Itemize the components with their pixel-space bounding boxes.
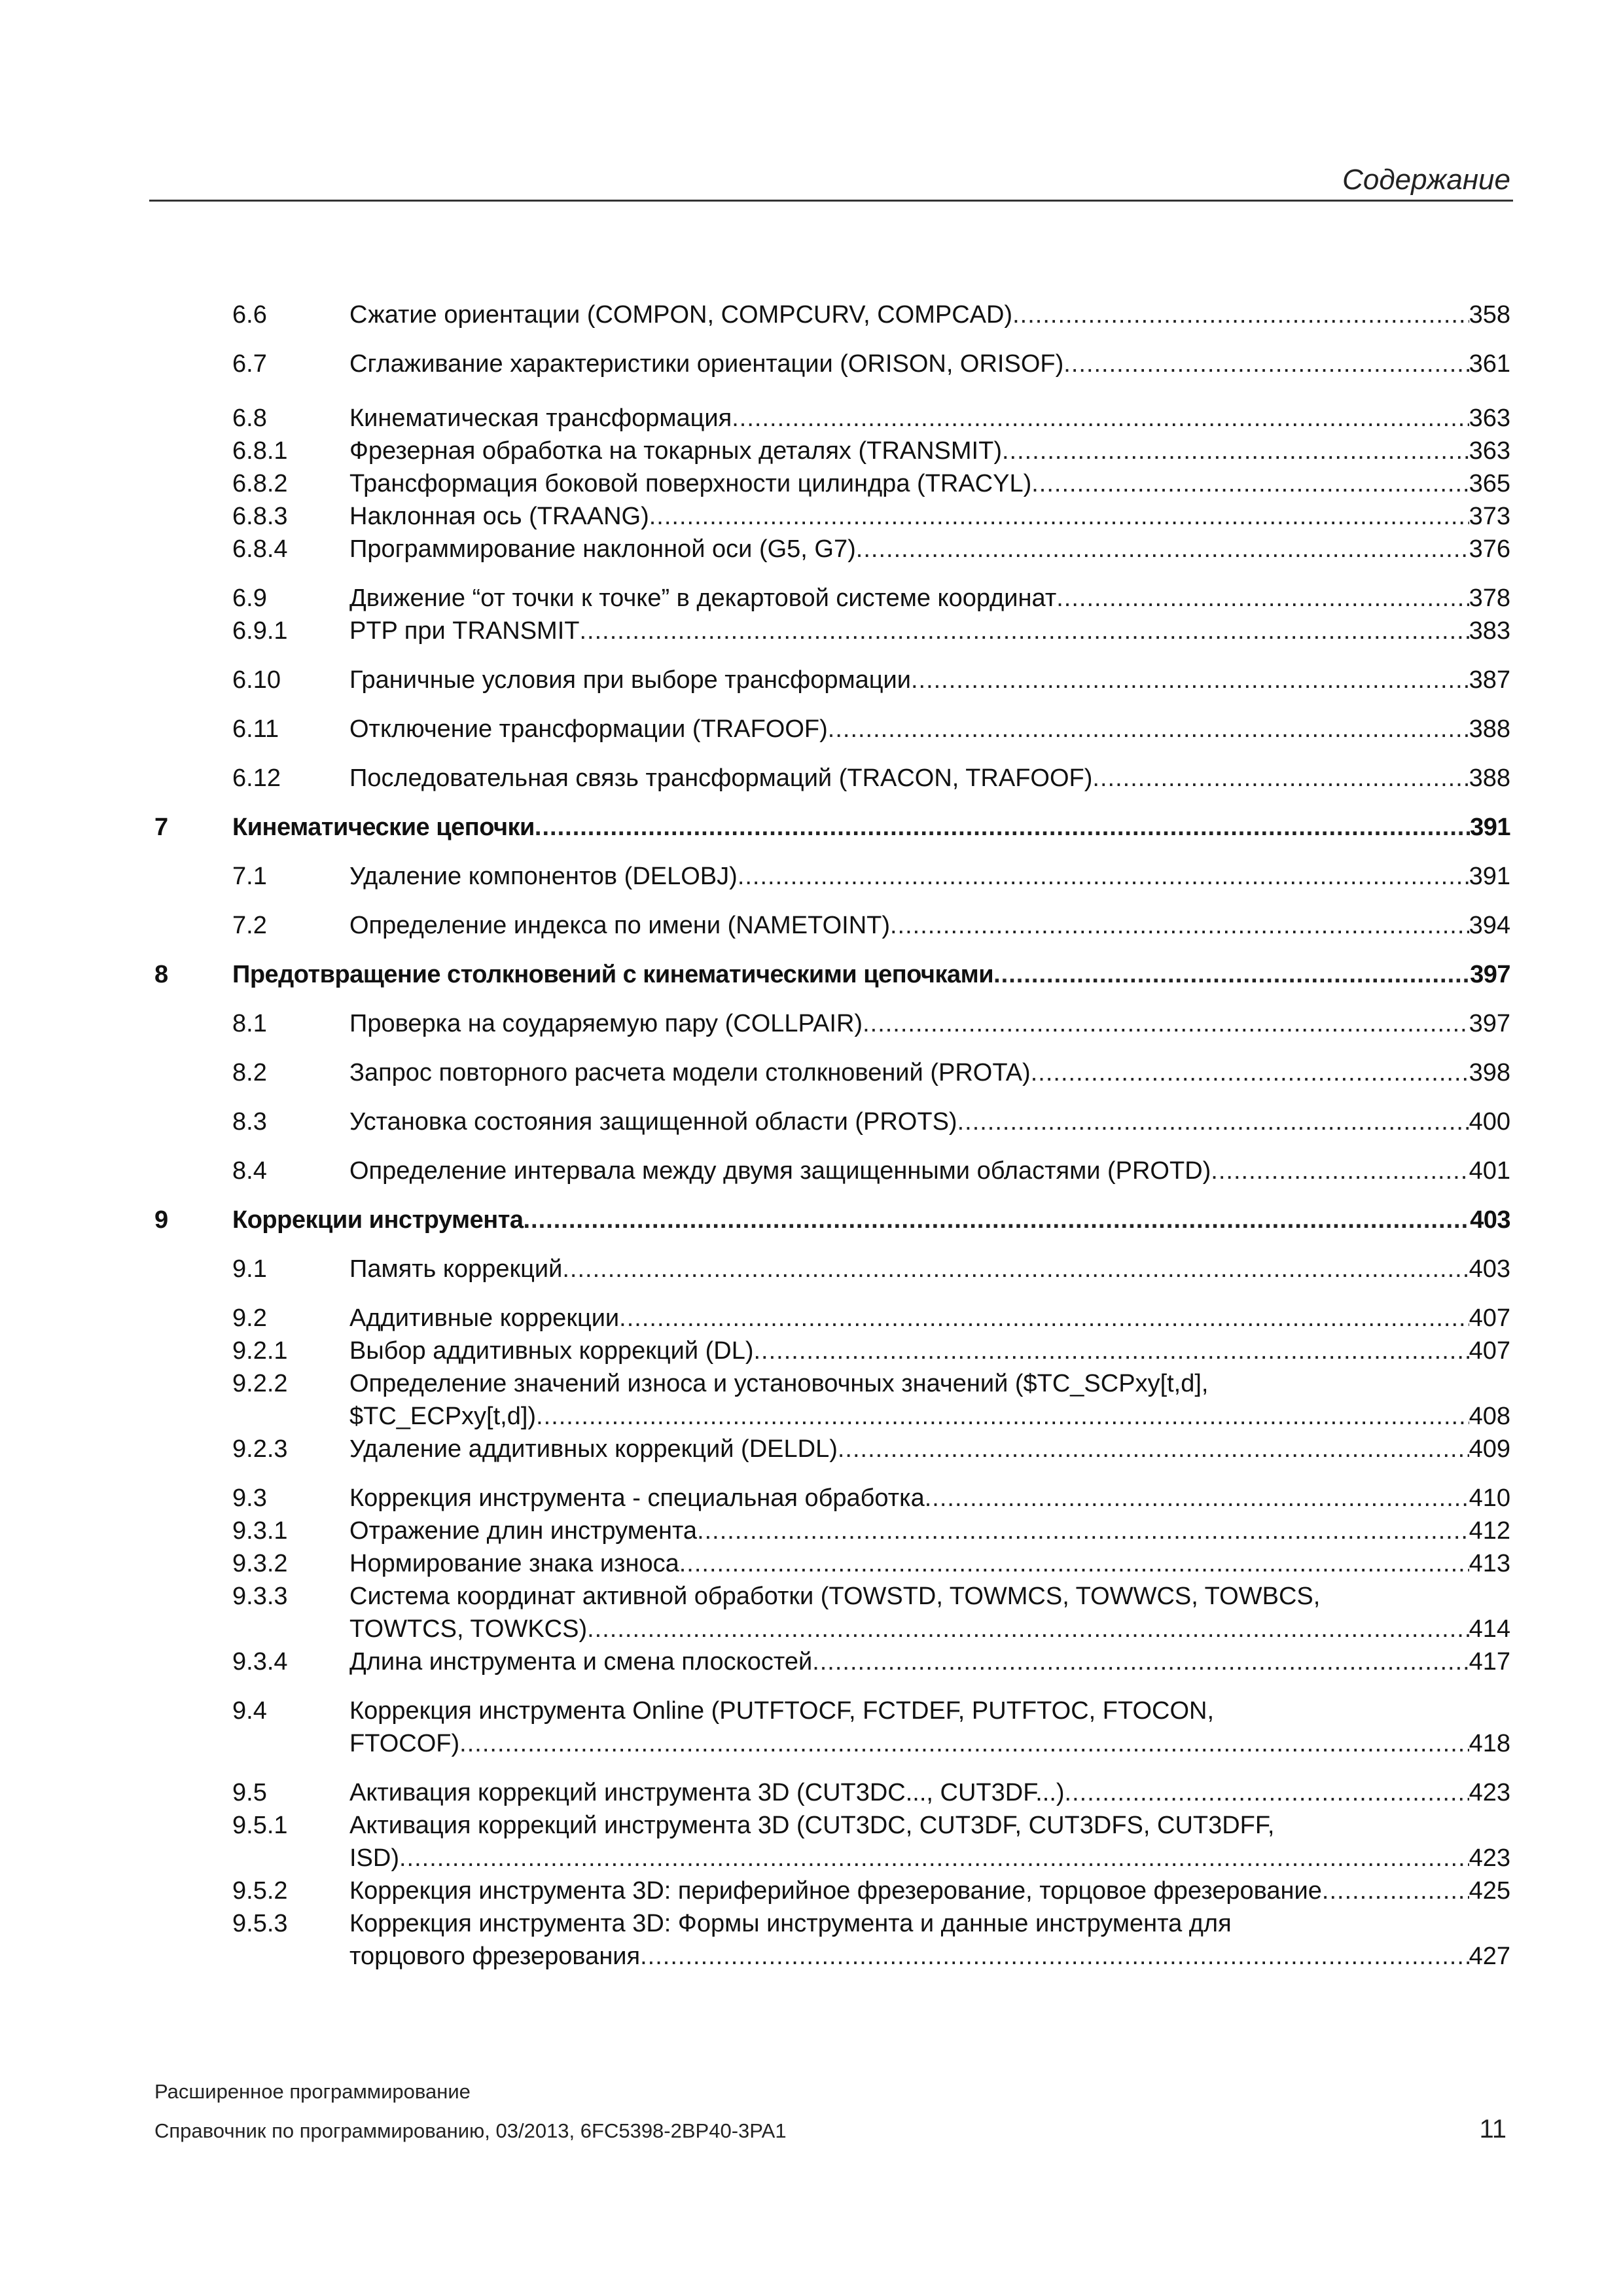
toc-entry-title: Длина инструмента и смена плоскостей (349, 1648, 813, 1676)
toc-entry-title: Коррекция инструмента - специальная обработка (349, 1484, 925, 1512)
toc-entry-line (0, 1335, 1623, 1367)
toc-entry-line (0, 664, 1623, 696)
toc-entry-page: 407 (1469, 1337, 1510, 1365)
toc-entry-line (0, 1204, 1623, 1236)
toc-entry-page: 412 (1469, 1517, 1510, 1545)
toc-entry-number: 6.9.1 (232, 617, 288, 645)
toc-entry-page: 409 (1469, 1435, 1510, 1463)
footer-document-title: Расширенное программирование (154, 2080, 471, 2103)
toc-entry-title: ISD) (349, 1844, 399, 1872)
toc-entry-line (0, 1547, 1623, 1580)
toc-entry-title: Программирование наклонной оси (G5, G7) (349, 535, 856, 563)
toc-entry-title: Кинематическая трансформация (349, 404, 732, 432)
toc-entry-title: Определение значений износа и установочных значений ($TC_SCPxy[t,d], (349, 1370, 1209, 1397)
dot-leader (619, 1302, 1469, 1335)
toc-entry-page: 378 (1469, 584, 1510, 612)
toc-entry-line (0, 1253, 1623, 1285)
toc-entry-page: 394 (1469, 912, 1510, 939)
toc-entry-title: Определение интервала между двумя защищенными областями (PROTD) (349, 1157, 1211, 1185)
dot-leader (1031, 467, 1469, 500)
dot-leader (649, 500, 1469, 533)
toc-entry-line (0, 1776, 1623, 1809)
toc-entry-number: 6.8.4 (232, 535, 288, 563)
toc-entry-number: 6.7 (232, 350, 267, 378)
toc-entry-title: Коррекции инструмента (232, 1206, 524, 1234)
toc-entry-number: 8 (154, 961, 168, 988)
toc-entry-number: 9.1 (232, 1255, 267, 1283)
toc-entry-page: 358 (1469, 301, 1510, 329)
toc-entry-line (0, 1580, 1623, 1613)
toc-entry-line (0, 1874, 1623, 1907)
toc-entry-number: 6.8.2 (232, 470, 288, 497)
toc-entry-line (0, 762, 1623, 795)
toc-entry-number: 8.4 (232, 1157, 267, 1185)
dot-leader (587, 1613, 1469, 1645)
toc-entry-number: 9.3.2 (232, 1550, 288, 1577)
toc-entry-line (0, 860, 1623, 893)
toc-entry-line (0, 1105, 1623, 1138)
toc-entry-line (0, 500, 1623, 533)
toc-entry-page: 397 (1470, 961, 1510, 988)
toc-entry-number: 6.10 (232, 666, 281, 694)
toc-entry-line (0, 1482, 1623, 1515)
toc-entry-number: 8.3 (232, 1108, 267, 1136)
toc-entry-title: Удаление аддитивных коррекций (DELDL) (349, 1435, 838, 1463)
toc-entry-line (0, 1809, 1623, 1842)
toc-entry-title: Запрос повторного расчета модели столкновений (PROTA) (349, 1059, 1031, 1086)
dot-leader (856, 533, 1469, 565)
toc-entry-number: 9.2.3 (232, 1435, 288, 1463)
toc-entry-title: FTOCOF) (349, 1730, 460, 1757)
toc-entry-line (0, 1400, 1623, 1433)
toc-entry-number: 9.5.3 (232, 1910, 288, 1937)
toc-entry-title: TOWTCS, TOWKCS) (349, 1615, 588, 1643)
toc-entry-page: 423 (1469, 1844, 1510, 1872)
dot-leader (1031, 1056, 1469, 1089)
toc-entry-page: 363 (1469, 404, 1510, 432)
dot-leader (640, 1940, 1469, 1973)
toc-entry-number: 8.1 (232, 1010, 267, 1037)
toc-entry-line (0, 713, 1623, 745)
toc-entry-title: Отключение трансформации (TRAFOOF) (349, 715, 828, 743)
toc-entry-title: Сглаживание характеристики ориентации (ORISON, ORISOF) (349, 350, 1064, 378)
dot-leader (1002, 435, 1469, 467)
toc-entry-number: 6.8.3 (232, 503, 288, 530)
toc-entry-line (0, 1940, 1623, 1973)
toc-entry-number: 9 (154, 1206, 168, 1234)
toc-entry-line (0, 298, 1623, 331)
dot-leader (562, 1253, 1469, 1285)
toc-entry-title: Последовательная связь трансформаций (TRACON, TRAFOOF) (349, 764, 1093, 792)
toc-entry-title: Активация коррекций инструмента 3D (CUT3DC, CUT3DF, CUT3DFS, CUT3DFF, (349, 1812, 1275, 1839)
toc-entry-title: Коррекция инструмента Online (PUTFTOCF, FCTDEF, PUTFTOC, FTOCON, (349, 1697, 1215, 1725)
toc-entry-line (0, 1842, 1623, 1874)
dot-leader (679, 1547, 1469, 1580)
toc-entry-page: 391 (1469, 863, 1510, 890)
dot-leader (1322, 1874, 1469, 1907)
dot-leader (399, 1842, 1469, 1874)
toc-entry-page: 418 (1469, 1730, 1510, 1757)
toc-entry-page: 414 (1469, 1615, 1510, 1643)
dot-leader (828, 713, 1469, 745)
toc-entry-page: 408 (1469, 1403, 1510, 1430)
toc-entry-page: 401 (1469, 1157, 1510, 1185)
toc-entry-page: 403 (1470, 1206, 1510, 1234)
toc-entry-title: $TC_ECPxy[t,d]) (349, 1403, 537, 1430)
toc-entry-page: 376 (1469, 535, 1510, 563)
toc-entry-page: 407 (1469, 1304, 1510, 1332)
dot-leader (993, 958, 1470, 991)
toc-entry-title: Отражение длин инструмента (349, 1517, 698, 1545)
toc-entry-line (0, 1645, 1623, 1678)
dot-leader (1065, 1776, 1469, 1809)
section-title: Содержание (1342, 164, 1510, 196)
toc-entry-page: 388 (1469, 764, 1510, 792)
toc-entry-page: 387 (1469, 666, 1510, 694)
dot-leader (697, 1515, 1469, 1547)
toc-entry-title: Память коррекций (349, 1255, 563, 1283)
toc-entry-page: 397 (1469, 1010, 1510, 1037)
toc-entry-line (0, 1056, 1623, 1089)
toc-entry-page: 363 (1469, 437, 1510, 465)
toc-entry-line (0, 402, 1623, 435)
toc-entry-line (0, 1367, 1623, 1400)
toc-entry-title: Граничные условия при выборе трансформации (349, 666, 911, 694)
dot-leader (738, 860, 1469, 893)
toc-entry-page: 391 (1470, 814, 1510, 841)
toc-entry-line (0, 1907, 1623, 1940)
dot-leader (732, 402, 1469, 435)
dot-leader (863, 1007, 1469, 1040)
toc-entry-title: Аддитивные коррекции (349, 1304, 620, 1332)
toc-entry-number: 7.1 (232, 863, 267, 890)
dot-leader (911, 664, 1469, 696)
toc-entry-title: Движение “от точки к точке” в декартовой системе координат (349, 584, 1057, 612)
toc-entry-line (0, 1695, 1623, 1727)
toc-entry-line (0, 1727, 1623, 1760)
toc-entry-page: 413 (1469, 1550, 1510, 1577)
dot-leader (890, 909, 1469, 942)
toc-entry-title: Сжатие ориентации (COMPON, COMPCURV, COMPCAD) (349, 301, 1013, 329)
toc-entry-title: Определение индекса по имени (NAMETOINT) (349, 912, 890, 939)
dot-leader (459, 1727, 1469, 1760)
toc-entry-number: 7.2 (232, 912, 267, 939)
toc-entry-title: Кинематические цепочки (232, 814, 535, 841)
toc-entry-line (0, 615, 1623, 647)
toc-entry-line (0, 467, 1623, 500)
toc-entry-number: 9.5 (232, 1779, 267, 1806)
dot-leader (579, 615, 1469, 647)
toc-entry-page: 373 (1469, 503, 1510, 530)
toc-entry-number: 9.5.1 (232, 1812, 288, 1839)
toc-entry-page: 417 (1469, 1648, 1510, 1676)
toc-entry-number: 9.3.3 (232, 1583, 288, 1610)
toc-entry-page: 365 (1469, 470, 1510, 497)
toc-entry-title: Удаление компонентов (DELOBJ) (349, 863, 738, 890)
toc-entry-line (0, 811, 1623, 844)
toc-entry-page: 425 (1469, 1877, 1510, 1905)
toc-entry-number: 9.3.4 (232, 1648, 288, 1676)
toc-entry-title: Нормирование знака износа (349, 1550, 679, 1577)
toc-entry-number: 6.11 (232, 715, 279, 743)
footer-document-info: Справочник по программированию, 03/2013, 6FC5398-2BP40-3PA1 (154, 2119, 787, 2142)
dot-leader (957, 1105, 1469, 1138)
dot-leader (838, 1433, 1469, 1465)
toc-entry-number: 9.2.1 (232, 1337, 288, 1365)
dot-leader (1063, 348, 1469, 380)
toc-entry-title: Коррекция инструмента 3D: периферийное фрезерование, торцовое фрезерование (349, 1877, 1322, 1905)
dot-leader (925, 1482, 1469, 1515)
toc-entry-title: Выбор аддитивных коррекций (DL) (349, 1337, 754, 1365)
toc-entry-line (0, 1302, 1623, 1335)
toc-entry-number: 6.9 (232, 584, 267, 612)
toc-entry-page: 388 (1469, 715, 1510, 743)
toc-entry-number: 9.2.2 (232, 1370, 288, 1397)
toc-entry-number: 9.4 (232, 1697, 267, 1725)
toc-entry-page: 403 (1469, 1255, 1510, 1283)
toc-entry-number: 6.6 (232, 301, 267, 329)
toc-entry-number: 6.8 (232, 404, 267, 432)
toc-entry-number: 9.2 (232, 1304, 267, 1332)
toc-entry-title: Предотвращение столкновений с кинематическими цепочками (232, 961, 994, 988)
toc-entry-line (0, 1613, 1623, 1645)
toc-entry-number: 8.2 (232, 1059, 267, 1086)
toc-entry-number: 9.3.1 (232, 1517, 288, 1545)
toc-entry-title: Фрезерная обработка на токарных деталях (TRANSMIT) (349, 437, 1002, 465)
toc-entry-page: 398 (1469, 1059, 1510, 1086)
toc-entry-line (0, 582, 1623, 615)
toc-entry-title: Система координат активной обработки (TOWSTD, TOWMCS, TOWWCS, TOWBCS, (349, 1583, 1321, 1610)
toc-entry-line (0, 1155, 1623, 1187)
dot-leader (1056, 582, 1469, 615)
dot-leader (1211, 1155, 1469, 1187)
toc-entry-page: 410 (1469, 1484, 1510, 1512)
toc-entry-line (0, 533, 1623, 565)
toc-entry-title: Наклонная ось (TRAANG) (349, 503, 649, 530)
toc-entry-line (0, 1007, 1623, 1040)
toc-entry-line (0, 435, 1623, 467)
toc-entry-line (0, 348, 1623, 380)
toc-entry-number: 6.12 (232, 764, 281, 792)
toc-entry-line (0, 958, 1623, 991)
toc-entry-page: 423 (1469, 1779, 1510, 1806)
toc-entry-line (0, 1433, 1623, 1465)
dot-leader (535, 811, 1470, 844)
page-number: 11 (1479, 2115, 1507, 2144)
toc-entry-page: 400 (1469, 1108, 1510, 1136)
toc-entry-title: Проверка на соударяемую пару (COLLPAIR) (349, 1010, 863, 1037)
dot-leader (523, 1204, 1470, 1236)
dot-leader (1092, 762, 1469, 795)
toc-entry-line (0, 909, 1623, 942)
dot-leader (754, 1335, 1469, 1367)
toc-entry-number: 7 (154, 814, 168, 841)
toc-entry-title: торцового фрезерования (349, 1943, 641, 1970)
toc-entry-page: 427 (1469, 1943, 1510, 1970)
toc-entry-line (0, 1515, 1623, 1547)
dot-leader (536, 1400, 1469, 1433)
toc-entry-title: PTP при TRANSMIT (349, 617, 580, 645)
toc-entry-title: Трансформация боковой поверхности цилиндра (TRACYL) (349, 470, 1032, 497)
dot-leader (1012, 298, 1469, 331)
toc-entry-title: Активация коррекций инструмента 3D (CUT3DC..., CUT3DF...) (349, 1779, 1065, 1806)
toc-entry-number: 9.3 (232, 1484, 267, 1512)
toc-entry-number: 9.5.2 (232, 1877, 288, 1905)
toc-entry-title: Установка состояния защищенной области (PROTS) (349, 1108, 957, 1136)
toc-entry-title: Коррекция инструмента 3D: Формы инструмента и данные инструмента для (349, 1910, 1232, 1937)
toc-entry-page: 383 (1469, 617, 1510, 645)
toc-entry-page: 361 (1469, 350, 1510, 378)
toc-entry-number: 6.8.1 (232, 437, 288, 465)
dot-leader (812, 1645, 1469, 1678)
